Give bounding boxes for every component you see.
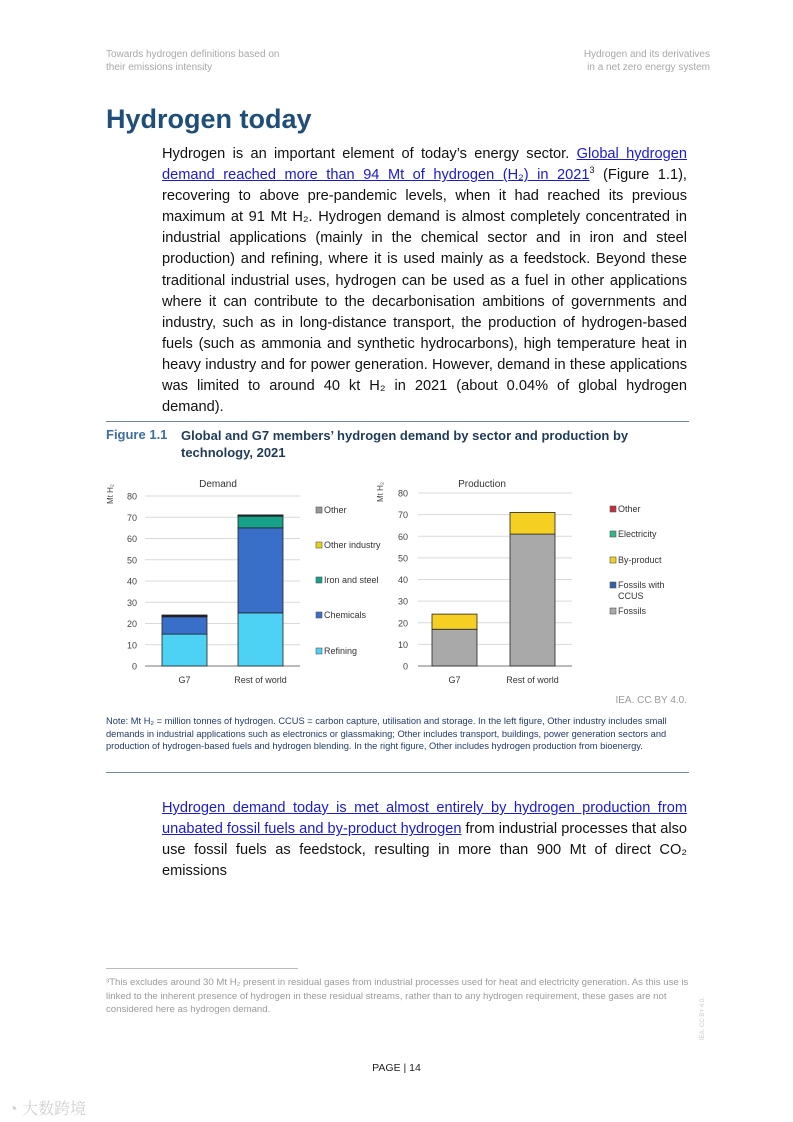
y-tick-label: 40 <box>126 576 137 587</box>
legend-swatch <box>316 612 322 618</box>
bar-segment-iron-and-steel <box>238 516 283 528</box>
legend-label: By-product <box>618 555 662 565</box>
y-axis-label: Mt H₂ <box>376 482 385 502</box>
y-tick-label: 20 <box>126 619 137 629</box>
body-paragraph-1 <box>162 144 687 418</box>
y-tick-label: 80 <box>397 488 408 499</box>
y-tick-label: 40 <box>397 575 408 585</box>
legend-label: Other <box>324 505 347 515</box>
bar-segment-by-product <box>432 614 477 629</box>
figure-top-rule <box>106 421 689 422</box>
figure-label: Figure 1.1 <box>106 427 168 442</box>
text: Hydrogen is an important element of today’s energy sector. <box>162 146 577 162</box>
legend-swatch <box>610 557 616 563</box>
y-tick-label: 50 <box>126 555 137 566</box>
legend-swatch <box>316 648 322 654</box>
bar-segment-refining <box>238 613 283 666</box>
footnote-rule <box>106 968 298 969</box>
legend-swatch <box>610 582 616 588</box>
demand-link[interactable]: Global hydrogen demand reached more than 94 Mt of hydrogen (H₂) in 2021 <box>162 146 687 184</box>
section-title: Hydrogen today <box>106 104 312 134</box>
header-left-line2: their emissions intensity <box>106 62 213 73</box>
header-right-line1: Hydrogen and its derivatives <box>583 49 710 60</box>
bar-segment-refining <box>162 634 207 666</box>
y-tick-label: 30 <box>397 596 408 607</box>
side-credit: IEA. CC BY 4.0. <box>700 997 706 1040</box>
legend-label: Iron and steel <box>324 575 379 585</box>
y-tick-label: 0 <box>402 661 408 672</box>
header-left-line1: Towards hydrogen definitions based on <box>106 49 280 60</box>
legend-label: Fossils <box>618 606 647 616</box>
legend-swatch <box>316 507 322 513</box>
y-tick-label: 60 <box>126 534 137 544</box>
chart-title: Demand <box>199 479 237 490</box>
running-header-left <box>106 48 279 74</box>
legend-swatch <box>610 531 616 537</box>
x-tick-label: Rest of world <box>506 675 559 685</box>
legend-swatch <box>316 542 322 548</box>
y-tick-label: 10 <box>397 639 408 650</box>
y-tick-label: 50 <box>397 553 408 564</box>
watermark-logo: ◔ 大数跨境 <box>8 1101 87 1118</box>
bar-segment-other <box>162 615 207 616</box>
figure-title: Global and G7 members’ hydrogen demand by sector and production by technology, 2021 <box>181 428 629 460</box>
figure-charts <box>100 470 700 690</box>
y-tick-label: 30 <box>126 597 137 608</box>
y-axis-label: Mt H₂ <box>106 484 115 504</box>
x-tick-label: G7 <box>178 675 191 685</box>
legend-swatch <box>316 577 322 583</box>
y-tick-label: 10 <box>126 640 137 651</box>
y-tick-label: 70 <box>126 512 137 523</box>
header-right-line2: in a net zero energy system <box>587 62 710 73</box>
chart-title: Production <box>458 479 506 490</box>
figure-note: Note: Mt H₂ = million tonnes of hydrogen. CCUS = carbon capture, utilisation and storage. In the left figure, Other industry includes small demands in industrial applications such as electronics or glassmaking; Other includes transport, buildings, power generation sectors and production of hydrogen-based fuels and hydrogen blending. In the right figure, Other includes hydrogen production from bioenergy. <box>106 716 667 751</box>
legend-swatch <box>610 506 616 512</box>
legend-label: Fossils with <box>618 580 665 590</box>
legend-label: Chemicals <box>324 610 367 620</box>
legend-label: Other industry <box>324 540 381 550</box>
bar-segment-chemicals <box>162 617 207 634</box>
legend-label: Other <box>618 504 641 514</box>
bar-segment-fossils <box>432 629 477 666</box>
footnote-ref[interactable]: 3 <box>589 165 595 176</box>
bar-segment-fossils <box>510 534 555 666</box>
y-tick-label: 20 <box>397 618 408 629</box>
x-tick-label: Rest of world <box>234 675 287 685</box>
y-tick-label: 80 <box>126 491 137 502</box>
text: from industrial processes that also use fossil fuels as feedstock, resulting in more than 900 Mt of direct CO₂ emissions <box>162 821 687 880</box>
text: (Figure 1.1), recovering to above pre-pandemic levels, when it had reached its previous maximum at 91 Mt H₂. Hydrogen demand is almost completely concentrated in industrial applications (mainly in the chemical sector and in iron and steel production) and refining, where it is used mainly as a feedstock. Beyond these traditional industrial uses, hydrogen can be used as a fuel in other applications where it can contribute to the decarbonisation ambitions of governments and industry, such as in long-distance transport, the production of hydrogen-based fuels (such as ammonia and synthetic hydrocarbons), high temperature heat in heavy industry and for power generation. However, demand in these applications was limited to around 40 kt H₂ in 2021 (about 0.04% of global hydrogen demand). <box>162 167 687 416</box>
production-link[interactable]: Hydrogen demand today is met almost entirely by hydrogen production from unabated fossil fuels and by-product hydrogen <box>162 800 687 838</box>
legend-swatch <box>610 608 616 614</box>
bar-segment-by-product <box>510 512 555 534</box>
x-tick-label: G7 <box>448 675 461 685</box>
running-header-right <box>584 48 710 74</box>
legend-label: Refining <box>324 646 358 656</box>
bar-segment-other <box>238 515 283 516</box>
page-number: PAGE | 14 <box>372 1062 421 1074</box>
y-tick-label: 60 <box>397 531 408 542</box>
y-tick-label: 70 <box>397 510 408 521</box>
y-tick-label: 0 <box>131 661 137 672</box>
legend-label: CCUS <box>618 591 644 601</box>
legend-label: Electricity <box>618 529 657 539</box>
figure-bottom-rule <box>106 772 689 773</box>
footnote: ³This excludes around 30 Mt H₂ present in residual gases from industrial processes used for heat and electricity generation. As this use is linked to the inherent presence of hydrogen in these residual streams, rather than to any hydrogen requirement, these gases are not considered here as hydrogen demand. <box>106 977 689 1015</box>
body-paragraph-2 <box>162 798 687 882</box>
bar-segment-chemicals <box>238 528 283 613</box>
figure-credit: IEA. CC BY 4.0. <box>615 695 687 706</box>
